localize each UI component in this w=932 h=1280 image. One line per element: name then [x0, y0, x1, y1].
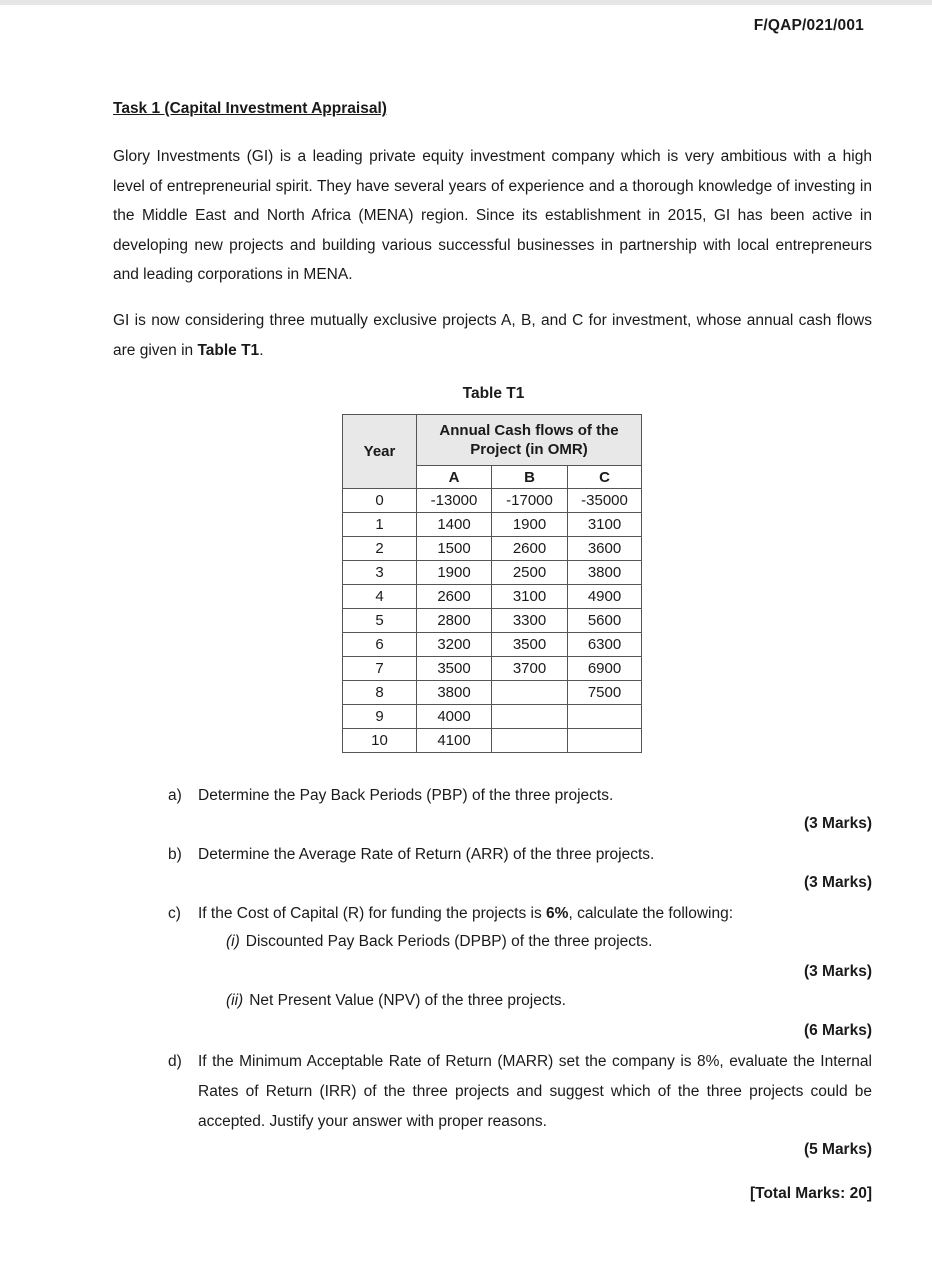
cash-b-cell — [492, 705, 568, 729]
cash-c-cell: 4900 — [568, 585, 642, 609]
cash-c-cell: 7500 — [568, 681, 642, 705]
question-c-i-label: (i) — [226, 933, 240, 950]
question-b-text: Determine the Average Rate of Return (ARR) of the three projects. — [198, 846, 655, 863]
table-row — [343, 633, 642, 657]
question-c-ii-label: (ii) — [226, 992, 244, 1009]
cash-a-cell: 1900 — [417, 561, 492, 585]
cash-c-cell: -35000 — [568, 489, 642, 513]
question-a — [168, 785, 613, 807]
cash-a-cell: 4000 — [417, 705, 492, 729]
cash-b-cell: 2600 — [492, 537, 568, 561]
projects-paragraph-end: . — [259, 341, 264, 359]
cost-of-capital-value: 6% — [546, 905, 569, 922]
table-row — [343, 537, 642, 561]
question-c-i-text: Discounted Pay Back Periods (DPBP) of the three projects. — [245, 933, 653, 950]
cash-a-cell: 3500 — [417, 657, 492, 681]
table-row — [343, 585, 642, 609]
cash-a-cell: 3800 — [417, 681, 492, 705]
year-header: Year — [343, 415, 417, 489]
question-d-text: If the Minimum Acceptable Rate of Return (MARR) set the company is 8%, evaluate the Internal Rates of Return (IRR) of the three projects and suggest which of the three projects could be accepted. Justify your answer with proper reasons. — [198, 1053, 872, 1130]
table-row — [343, 489, 642, 513]
question-a-text: Determine the Pay Back Periods (PBP) of the three projects. — [198, 787, 614, 804]
cash-c-cell: 3100 — [568, 513, 642, 537]
cash-c-cell — [568, 729, 642, 753]
year-cell: 9 — [343, 705, 417, 729]
year-cell: 10 — [343, 729, 417, 753]
question-b-label: b) — [168, 846, 182, 863]
year-cell: 0 — [343, 489, 417, 513]
column-header-c: C — [568, 466, 642, 489]
question-b — [168, 844, 654, 866]
table-row — [343, 681, 642, 705]
cash-flow-table — [342, 414, 642, 753]
cash-c-cell: 3600 — [568, 537, 642, 561]
question-b-marks: (3 Marks) — [803, 874, 872, 891]
projects-paragraph — [113, 306, 872, 365]
cash-c-cell: 5600 — [568, 609, 642, 633]
question-c — [168, 903, 733, 925]
table-row — [343, 513, 642, 537]
cash-c-cell: 6300 — [568, 633, 642, 657]
cash-b-cell: 1900 — [492, 513, 568, 537]
year-cell: 1 — [343, 513, 417, 537]
cash-a-cell: 1500 — [417, 537, 492, 561]
intro-paragraph: Glory Investments (GI) is a leading private equity investment company which is very ambitious with a high level of entrepreneurial spirit. They have several years of experience and a thorough knowledge of investing in the Middle East and North Africa (MENA) region. Since its establishment in 2015, GI has been active in developing new projects and building various successful businesses in partnership with local entrepreneurs and leading corporations in MENA. — [113, 148, 872, 283]
table-row — [343, 729, 642, 753]
table-row — [343, 609, 642, 633]
table-row — [343, 705, 642, 729]
cash-b-cell: 3500 — [492, 633, 568, 657]
cash-c-cell: 3800 — [568, 561, 642, 585]
question-c-ii-marks: (6 Marks) — [803, 1022, 872, 1039]
year-cell: 8 — [343, 681, 417, 705]
question-d — [168, 1051, 872, 1137]
question-d-label: d) — [168, 1053, 182, 1070]
cash-c-cell: 6900 — [568, 657, 642, 681]
projects-paragraph-text: GI is now considering three mutually exclusive projects A, B, and C for investment, whose annual cash flows are given in — [113, 312, 872, 359]
table-title: Table T1 — [462, 385, 525, 402]
column-header-a: A — [417, 466, 492, 489]
cash-flow-group-header: Annual Cash flows of the Project (in OMR) — [417, 415, 642, 466]
cash-a-cell: 4100 — [417, 729, 492, 753]
year-cell: 6 — [343, 633, 417, 657]
column-header-b: B — [492, 466, 568, 489]
cash-b-cell: 2500 — [492, 561, 568, 585]
question-c-text-start: If the Cost of Capital (R) for funding the projects is — [198, 905, 547, 922]
cash-b-cell — [492, 681, 568, 705]
question-c-i-marks: (3 Marks) — [803, 963, 872, 980]
table-reference: Table T1 — [197, 341, 260, 359]
cash-b-cell: -17000 — [492, 489, 568, 513]
question-c-ii-text: Net Present Value (NPV) of the three projects. — [249, 992, 566, 1009]
cash-b-cell: 3100 — [492, 585, 568, 609]
cash-a-cell: 3200 — [417, 633, 492, 657]
year-cell: 3 — [343, 561, 417, 585]
cash-b-cell — [492, 729, 568, 753]
question-c-text — [168, 903, 733, 925]
cash-b-cell: 3300 — [492, 609, 568, 633]
document-reference-code: F/QAP/021/001 — [753, 17, 864, 34]
year-cell: 4 — [343, 585, 417, 609]
table-row — [343, 561, 642, 585]
question-c-i — [226, 933, 652, 951]
question-a-marks: (3 Marks) — [803, 815, 872, 832]
question-c-ii — [226, 992, 566, 1010]
top-border — [0, 0, 932, 5]
cash-b-cell: 3700 — [492, 657, 568, 681]
year-cell: 2 — [343, 537, 417, 561]
total-marks: [Total Marks: 20] — [749, 1185, 872, 1202]
cash-a-cell: 1400 — [417, 513, 492, 537]
question-d-marks: (5 Marks) — [803, 1141, 872, 1158]
table-row — [343, 657, 642, 681]
cash-a-cell: -13000 — [417, 489, 492, 513]
year-cell: 5 — [343, 609, 417, 633]
question-c-text-end: , calculate the following: — [568, 905, 734, 922]
task-title: Task 1 (Capital Investment Appraisal) — [113, 100, 387, 117]
cash-a-cell: 2800 — [417, 609, 492, 633]
cash-a-cell: 2600 — [417, 585, 492, 609]
cash-c-cell — [568, 705, 642, 729]
year-cell: 7 — [343, 657, 417, 681]
question-a-label: a) — [168, 787, 182, 804]
question-c-label: c) — [168, 905, 181, 922]
